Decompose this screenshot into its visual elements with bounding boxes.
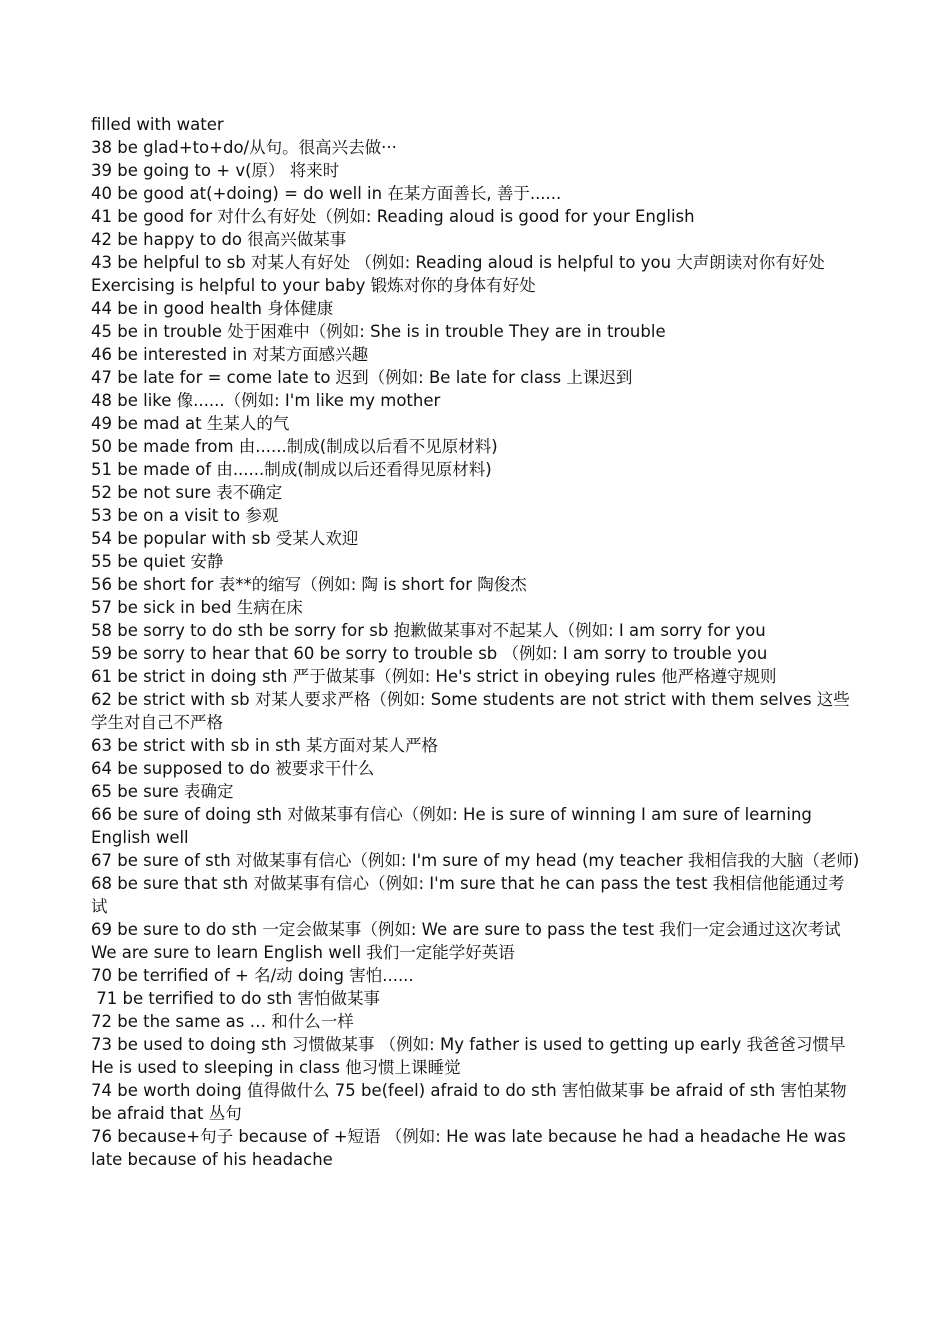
document-page — [91, 113, 861, 1171]
text-line: 44 be in good health 身体健康 — [91, 299, 334, 318]
text-line: 70 be terrified of + 名/动 doing 害怕...... — [91, 966, 414, 985]
text-line: 69 be sure to do sth 一定会做某事（例如: We are sure to pass the test 我们一定会通过这次考试 We are sure to learn English well 我们一定能学好英语 — [91, 920, 841, 962]
text-line: 52 be not sure 表不确定 — [91, 483, 283, 502]
text-line: Exercising is helpful to your baby 锻炼对你的身体有好处 — [91, 276, 536, 295]
text-line: 63 be strict with sb in sth 某方面对某人严格 — [91, 736, 438, 755]
text-line: 45 be in trouble 处于困难中（例如: She is in trouble They are in trouble — [91, 322, 666, 341]
text-line: 68 be sure that sth 对做某事有信心（例如: I'm sure that he can pass the test 我相信他能通过考试 — [91, 874, 845, 916]
text-line: 42 be happy to do 很高兴做某事 — [91, 230, 347, 249]
text-line: 71 be terrified to do sth 害怕做某事 — [91, 989, 380, 1008]
text-line: 49 be mad at 生某人的气 — [91, 414, 290, 433]
text-line: 40 be good at(+doing) = do well in 在某方面善长, 善于...... — [91, 184, 562, 203]
text-line: 65 be sure 表确定 — [91, 782, 234, 801]
text-line: filled with water — [91, 115, 224, 134]
text-line: 66 be sure of doing sth 对做某事有信心（例如: He is sure of winning I am sure of learning English well — [91, 805, 812, 847]
text-line: 76 because+句子 because of +短语 （例如: He was late because he had a headache He was late because of his headache — [91, 1127, 846, 1169]
text-line: 74 be worth doing 值得做什么 75 be(feel) afraid to do sth 害怕做某事 be afraid of sth 害怕某物 be afraid that 丛句 — [91, 1081, 847, 1123]
text-line: 72 be the same as … 和什么一样 — [91, 1012, 354, 1031]
text-line: 61 be strict in doing sth 严于做某事（例如: He's strict in obeying rules 他严格遵守规则 — [91, 667, 777, 686]
text-line: 59 be sorry to hear that 60 be sorry to trouble sb （例如: I am sorry to trouble you — [91, 644, 768, 663]
text-line: 53 be on a visit to 参观 — [91, 506, 279, 525]
text-line: 73 be used to doing sth 习惯做某事 （例如: My father is used to getting up early 我爸爸习惯早 He is used to sleeping in class 他习惯上课睡觉 — [91, 1035, 846, 1077]
text-line: 39 be going to + v(原） 将来时 — [91, 161, 340, 180]
text-line: 47 be late for = come late to 迟到（例如: Be late for class 上课迟到 — [91, 368, 633, 387]
text-line: 41 be good for 对什么有好处（例如: Reading aloud is good for your English — [91, 207, 695, 226]
text-line: 55 be quiet 安静 — [91, 552, 224, 571]
text-line: 51 be made of 由......制成(制成以后还看得见原材料) — [91, 460, 492, 479]
text-line: 62 be strict with sb 对某人要求严格（例如: Some students are not strict with them selves 这些学生对自己不严格 — [91, 690, 850, 732]
text-line: 57 be sick in bed 生病在床 — [91, 598, 303, 617]
text-line: 38 be glad+to+do/从句。很高兴去做··· — [91, 138, 397, 157]
text-line: 43 be helpful to sb 对某人有好处 （例如: Reading aloud is helpful to you 大声朗读对你有好处 — [91, 253, 825, 272]
text-line: 67 be sure of sth 对做某事有信心（例如: I'm sure of my head (my teacher 我相信我的大脑（老师) — [91, 851, 860, 870]
text-line: 50 be made from 由......制成(制成以后看不见原材料) — [91, 437, 498, 456]
text-line: 58 be sorry to do sth be sorry for sb 抱歉做某事对不起某人（例如: I am sorry for you — [91, 621, 766, 640]
text-line: 64 be supposed to do 被要求干什么 — [91, 759, 375, 778]
text-line: 48 be like 像......（例如: I'm like my mother — [91, 391, 441, 410]
text-line: 46 be interested in 对某方面感兴趣 — [91, 345, 369, 364]
text-line: 54 be popular with sb 受某人欢迎 — [91, 529, 359, 548]
text-line: 56 be short for 表**的缩写（例如: 陶 is short for 陶俊杰 — [91, 575, 527, 594]
